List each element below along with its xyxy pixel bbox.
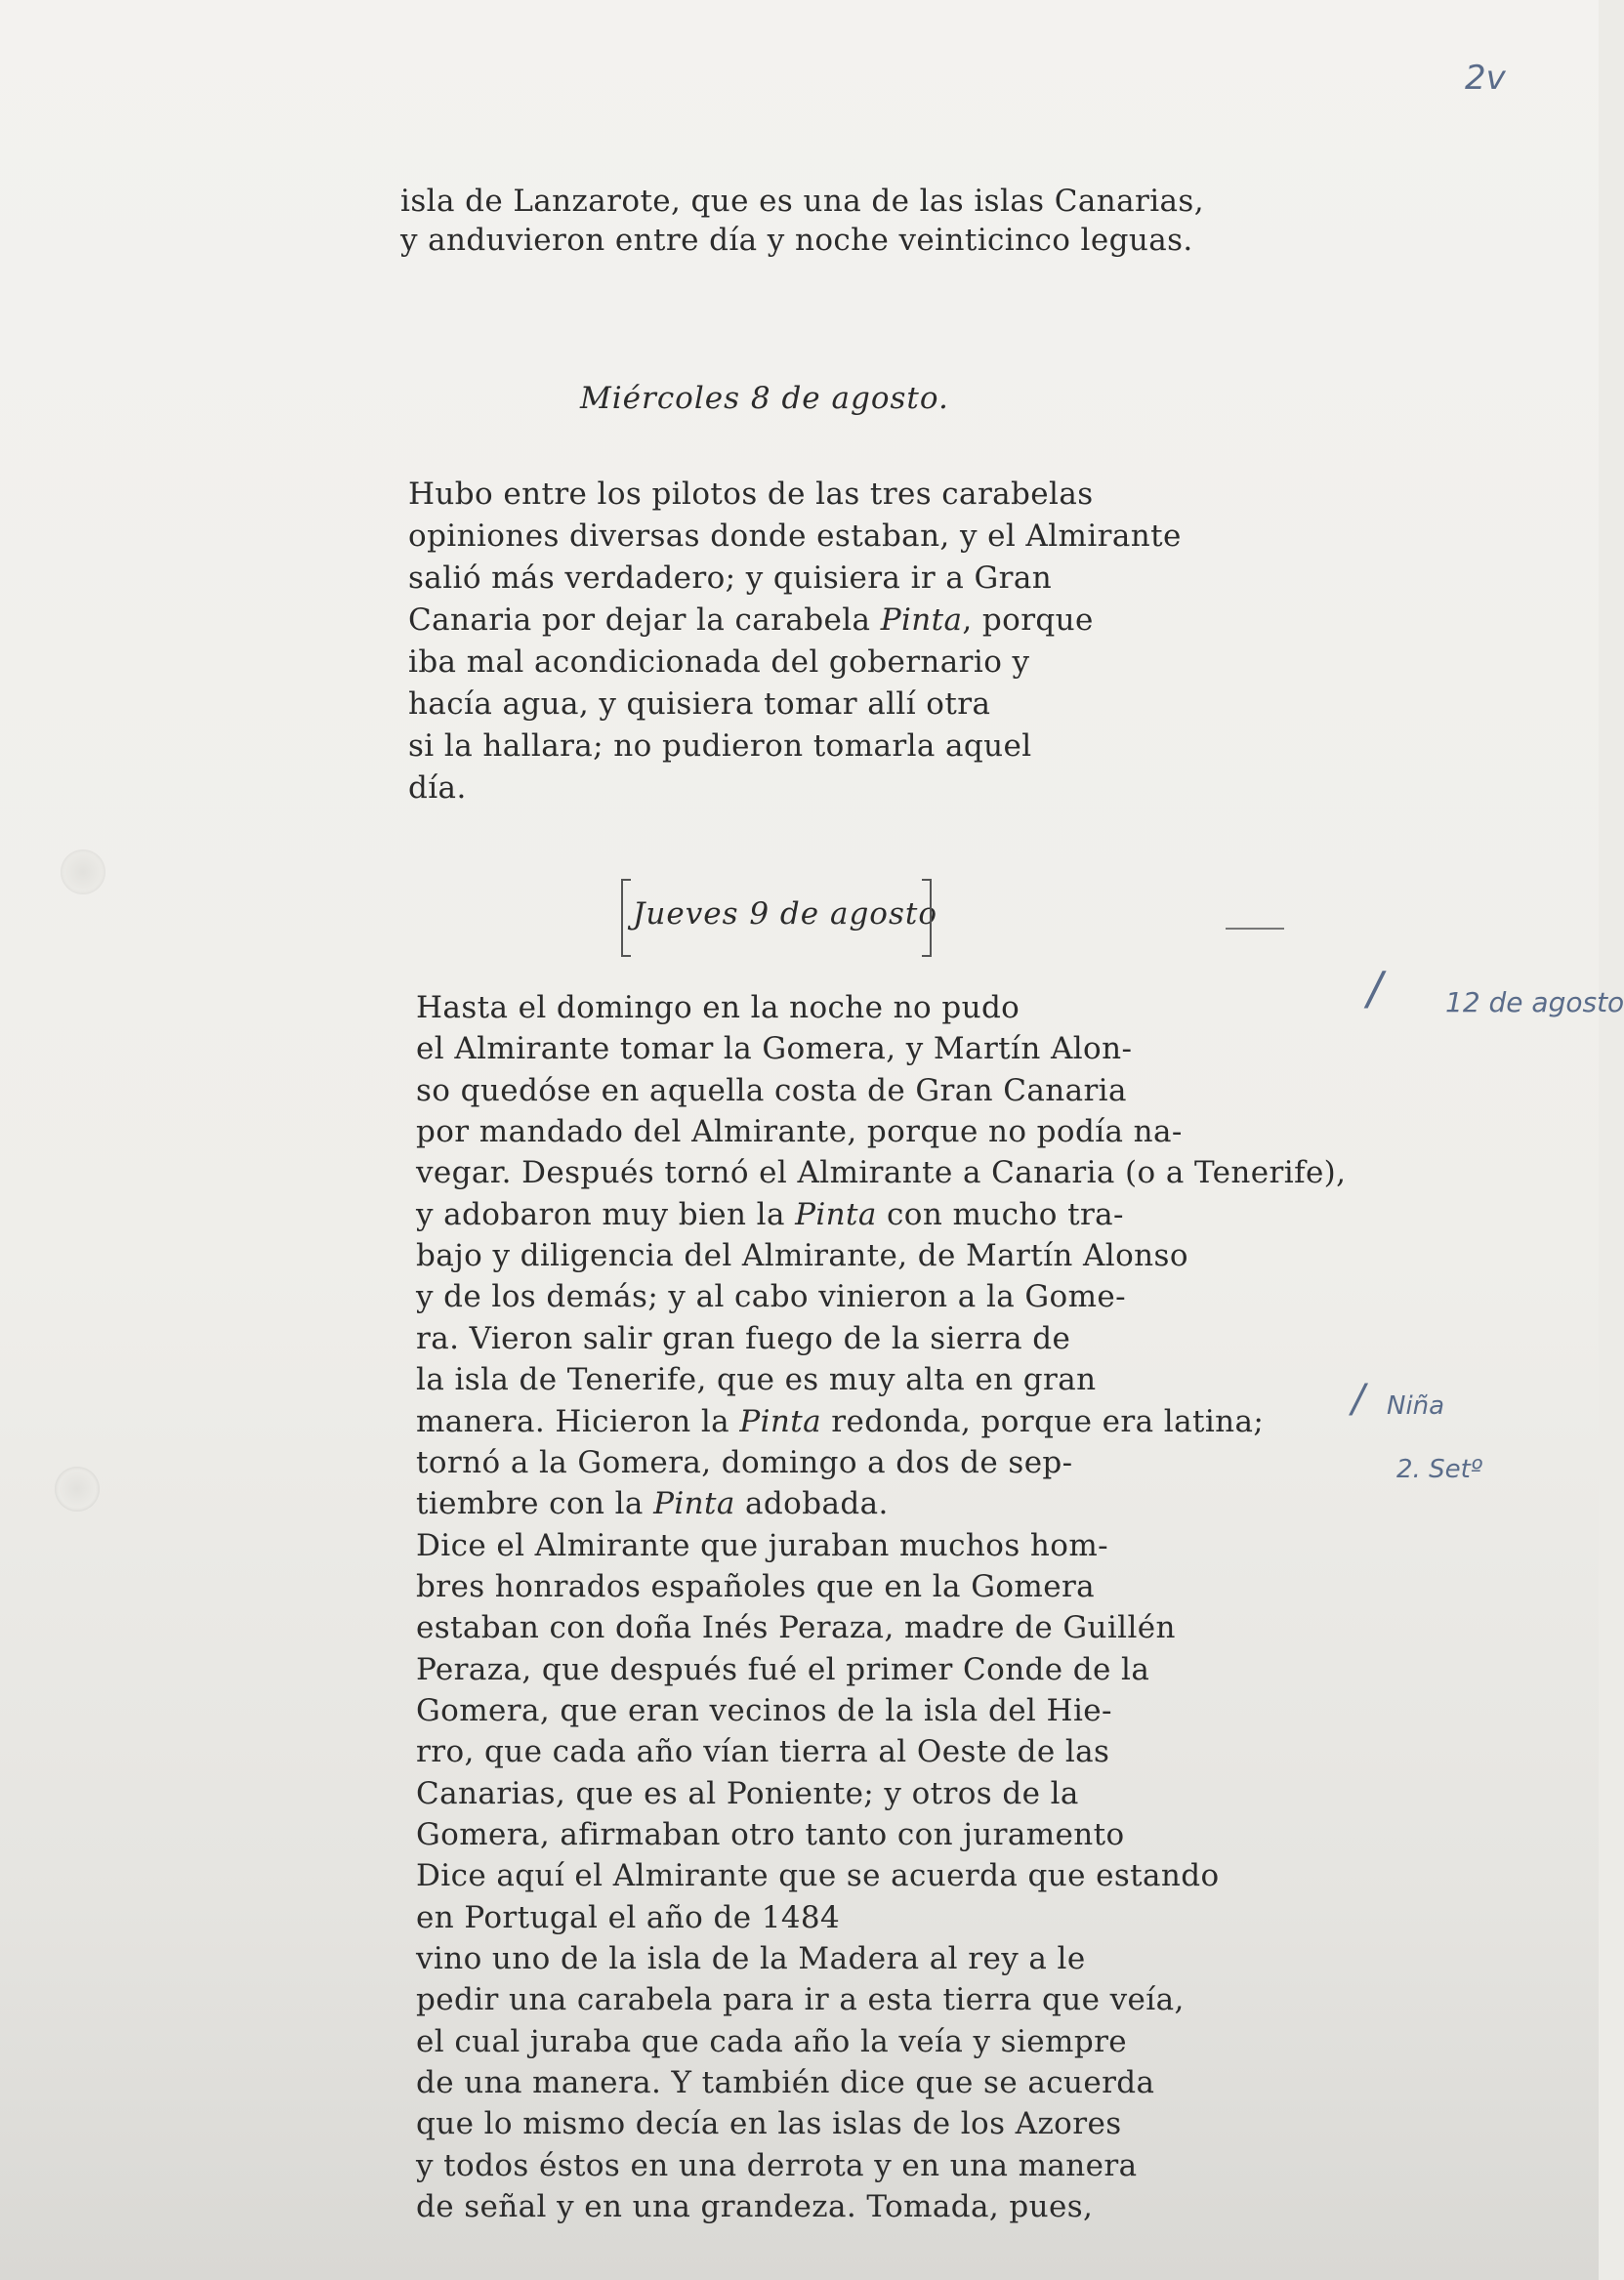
text-line: que lo mismo decía en las islas de los Azores bbox=[416, 2106, 1122, 2142]
heading-bracket-left bbox=[621, 879, 631, 957]
text-line: bajo y diligencia del Almirante, de Martín Alonso bbox=[416, 1238, 1188, 1274]
text-line: vino uno de la isla de la Madera al rey a le bbox=[416, 1941, 1086, 1977]
text-line: Peraza, que después fué el primer Conde de la bbox=[416, 1651, 1150, 1687]
text-line: Hasta el domingo en la noche no pudo bbox=[416, 990, 1020, 1025]
text-line: Canarias, que es al Poniente; y otros de la bbox=[416, 1775, 1079, 1811]
text-line bbox=[416, 1402, 1264, 1441]
text-line: Dice el Almirante que juraban muchos hom- bbox=[416, 1527, 1109, 1563]
text-segment: manera. Hicieron la bbox=[416, 1403, 740, 1439]
dash-mark bbox=[1226, 928, 1284, 930]
text-line: Gomera, que eran vecinos de la isla del Hie- bbox=[416, 1692, 1112, 1728]
text-line: vegar. Después tornó el Almirante a Canaria (o a Tenerife), bbox=[416, 1155, 1347, 1191]
text-segment: , porque bbox=[962, 602, 1094, 638]
margin-note-bracket: / bbox=[1367, 962, 1383, 1015]
text-line: rro, que cada año vían tierra al Oeste de las bbox=[416, 1734, 1110, 1770]
text-line: bres honrados españoles que en la Gomera bbox=[416, 1568, 1096, 1604]
text-line bbox=[416, 1195, 1124, 1234]
text-line: la isla de Tenerife, que es muy alta en gran bbox=[416, 1362, 1097, 1398]
punch-hole-top bbox=[61, 850, 105, 894]
text-segment: Canaria por dejar la carabela bbox=[408, 602, 881, 638]
text-line: pedir una carabela para ir a esta tierra que veía, bbox=[416, 1982, 1185, 2018]
text-segment: redonda, porque era latina; bbox=[821, 1403, 1265, 1439]
text-line: so quedóse en aquella costa de Gran Canaria bbox=[416, 1072, 1127, 1108]
text-segment: tiembre con la bbox=[416, 1486, 654, 1522]
ship-name: Pinta bbox=[653, 1486, 735, 1522]
ship-name: Pinta bbox=[739, 1403, 822, 1439]
ship-name: Pinta bbox=[880, 602, 963, 638]
text-line bbox=[416, 1484, 889, 1523]
text-segment: y adobaron muy bien la bbox=[416, 1196, 796, 1232]
margin-note-ship: Niña bbox=[1387, 1391, 1445, 1421]
text-line: el Almirante tomar la Gomera, y Martín Alon- bbox=[416, 1031, 1133, 1067]
text-line: isla de Lanzarote, que es una de las islas Canarias, bbox=[400, 184, 1204, 219]
ship-name: Pinta bbox=[795, 1196, 877, 1232]
text-line: y de los demás; y al cabo vinieron a la Gome- bbox=[416, 1279, 1127, 1315]
text-segment: adobada. bbox=[734, 1486, 889, 1522]
text-line bbox=[408, 601, 1094, 640]
text-line: de señal y en una grandeza. Tomada, pues, bbox=[416, 2189, 1094, 2225]
text-line: en Portugal el año de 1484 bbox=[416, 1899, 841, 1935]
punch-hole-bottom bbox=[55, 1467, 100, 1512]
section-heading-2: Jueves 9 de agosto bbox=[633, 896, 938, 932]
page-number-annotation: 2v bbox=[1465, 59, 1506, 98]
margin-note-september: 2. Setº bbox=[1396, 1455, 1483, 1484]
text-line: y anduvieron entre día y noche veinticinco leguas. bbox=[400, 223, 1193, 258]
text-line: de una manera. Y también dice que se acuerda bbox=[416, 2065, 1155, 2101]
text-line: si la hallara; no pudieron tomarla aquel bbox=[408, 728, 1032, 764]
text-line: ra. Vieron salir gran fuego de la sierra de bbox=[416, 1320, 1071, 1356]
heading-bracket-right bbox=[922, 879, 932, 957]
text-line: tornó a la Gomera, domingo a dos de sep- bbox=[416, 1444, 1073, 1480]
text-segment: con mucho tra- bbox=[876, 1196, 1124, 1232]
text-line: salió más verdadero; y quisiera ir a Gran bbox=[408, 560, 1053, 596]
text-line: hacía agua, y quisiera tomar allí otra bbox=[408, 686, 991, 722]
text-line: el cual juraba que cada año la veía y siempre bbox=[416, 2023, 1128, 2059]
text-line: opiniones diversas donde estaban, y el Almirante bbox=[408, 518, 1182, 554]
text-line: Hubo entre los pilotos de las tres carabelas bbox=[408, 477, 1094, 512]
text-line: y todos éstos en una derrota y en una manera bbox=[416, 2147, 1138, 2183]
margin-note-date: 12 de agosto bbox=[1445, 986, 1624, 1018]
text-line: por mandado del Almirante, porque no podía na- bbox=[416, 1114, 1183, 1150]
text-line: iba mal acondicionada del gobernario y bbox=[408, 644, 1030, 680]
text-line: Gomera, afirmaban otro tanto con juramento bbox=[416, 1817, 1125, 1852]
margin-note-slash: / bbox=[1352, 1377, 1365, 1422]
text-line: estaban con doña Inés Peraza, madre de Guillén bbox=[416, 1610, 1176, 1646]
text-line: día. bbox=[408, 770, 467, 806]
section-heading-1: Miércoles 8 de agosto. bbox=[580, 381, 949, 416]
text-line: Dice aquí el Almirante que se acuerda que estando bbox=[416, 1858, 1220, 1894]
